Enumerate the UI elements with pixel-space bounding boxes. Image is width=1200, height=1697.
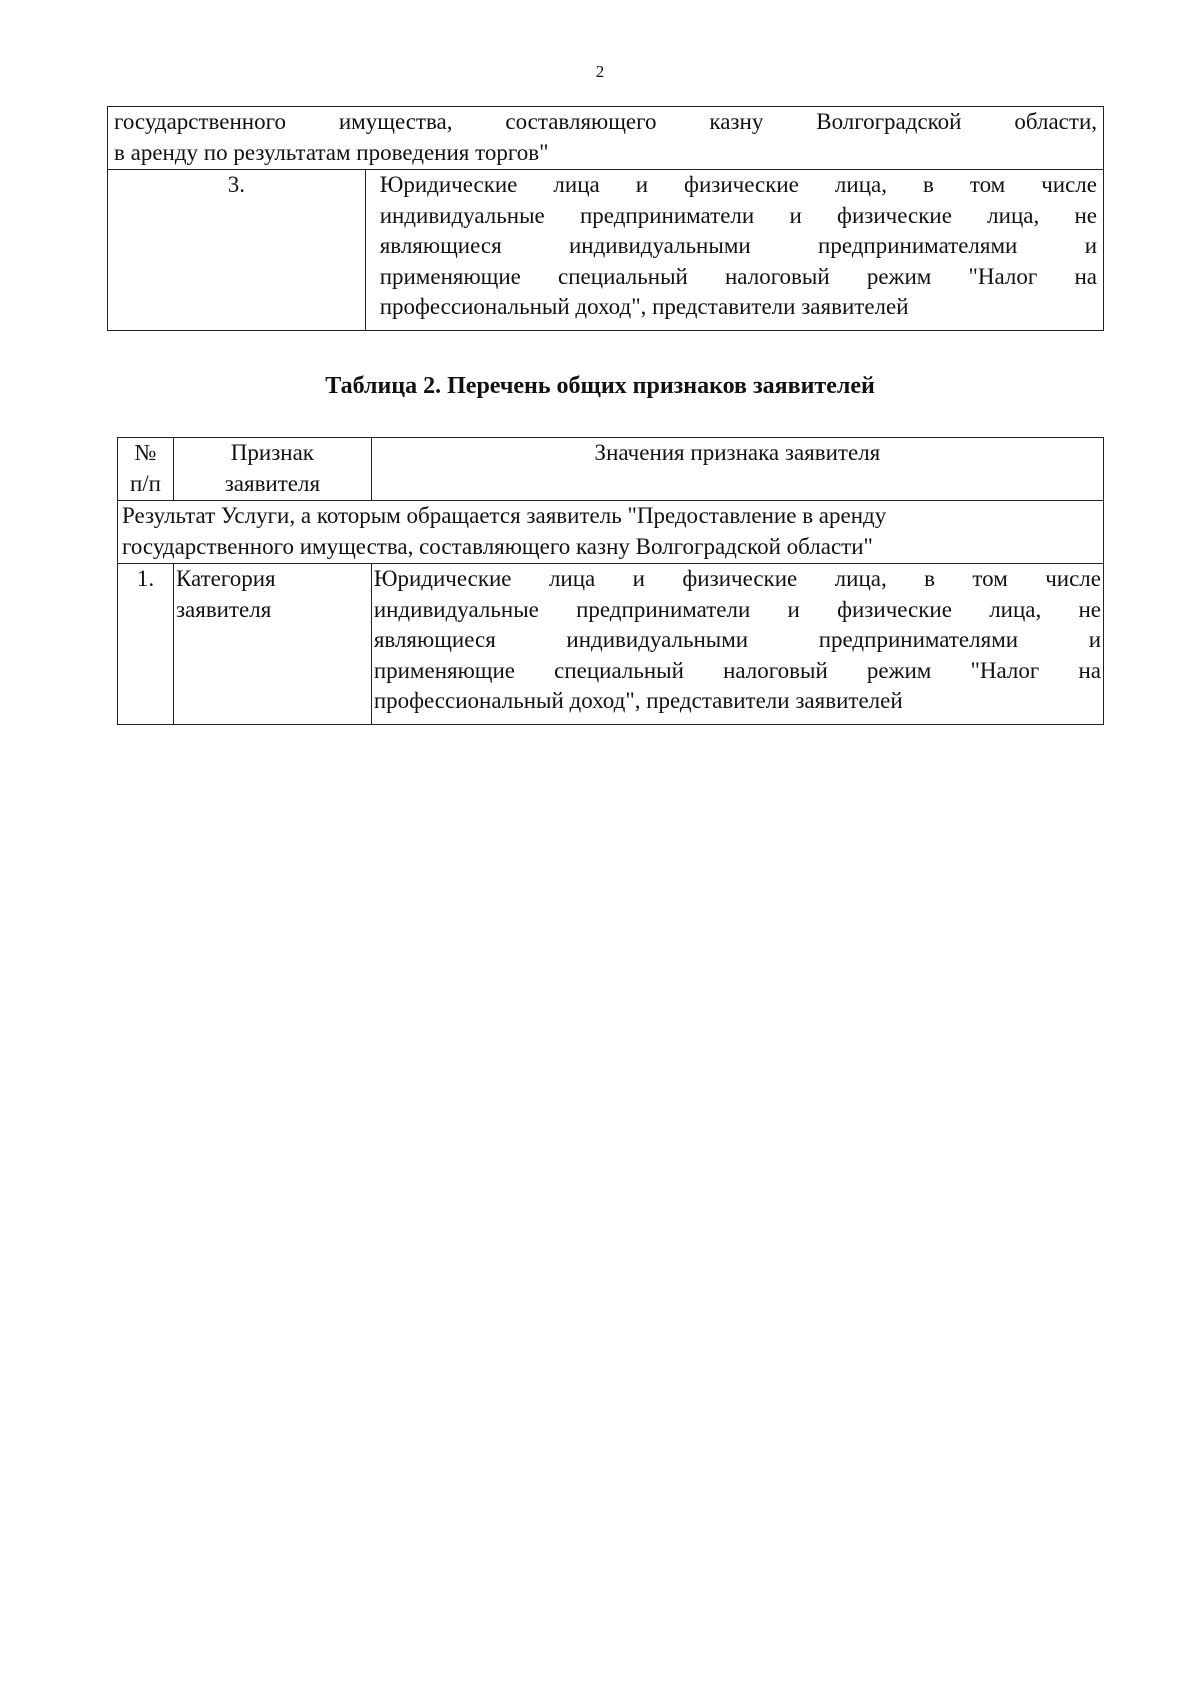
header-number-line: п/п <box>129 470 161 496</box>
row-attribute-cell <box>173 564 371 725</box>
table-row <box>108 107 1104 170</box>
row-number-cell <box>118 564 174 725</box>
header-attribute-line: Признак <box>230 440 314 465</box>
value-line: являющиеся индивидуальными предпринимателями и <box>379 233 1097 259</box>
value-line: применяющие специальный налоговый режим "Налог на <box>373 657 1101 683</box>
value-line: индивидуальные предприниматели и физические лица, не <box>379 202 1097 228</box>
group-line: Результат Услуги, а которым обращается заявитель "Предоставление в аренду <box>122 503 887 528</box>
value-line: профессиональный доход", представители заявителей <box>373 688 903 714</box>
table-group-row <box>118 501 1104 564</box>
row-number: 1. <box>136 566 155 591</box>
table-2 <box>117 437 1104 725</box>
value-line: профессиональный доход", представители заявителей <box>379 294 909 320</box>
row-number: 3. <box>227 172 245 197</box>
table-row <box>118 564 1104 725</box>
table-1-continuation <box>107 106 1104 331</box>
header-attribute-line: заявителя <box>224 470 321 496</box>
header-values <box>371 438 1103 501</box>
table-row <box>108 170 1104 331</box>
table-header-row <box>118 438 1104 501</box>
continuation-cell <box>108 107 1104 170</box>
header-number-line: № <box>134 440 157 465</box>
attribute-line: заявителя <box>175 596 272 622</box>
row-value-cell <box>371 564 1103 725</box>
group-line: государственного имущества, составляющего казну Волгоградской области" <box>122 533 873 559</box>
row-value-cell <box>365 170 1103 331</box>
continuation-line: государственного имущества, составляющего казну Волгоградской области, <box>114 109 1097 134</box>
value-line: индивидуальные предприниматели и физические лица, не <box>373 596 1101 622</box>
row-number-cell <box>108 170 366 331</box>
value-line: Юридические лица и физические лица, в том числе <box>379 172 1097 197</box>
header-values-label: Значения признака заявителя <box>594 440 881 465</box>
attribute-line: Категория <box>175 566 276 591</box>
page-number: 2 <box>595 62 605 81</box>
value-line: являющиеся индивидуальными предпринимателями и <box>373 627 1101 653</box>
continuation-line: в аренду по результатам проведения торгов" <box>114 139 549 165</box>
header-number <box>118 438 174 501</box>
value-line: применяющие специальный налоговый режим "Налог на <box>379 263 1097 289</box>
value-line: Юридические лица и физические лица, в том числе <box>373 566 1101 591</box>
group-cell <box>118 501 1104 564</box>
table-2-title: Таблица 2. Перечень общих признаков заявителей <box>325 373 875 399</box>
header-attribute <box>173 438 371 501</box>
